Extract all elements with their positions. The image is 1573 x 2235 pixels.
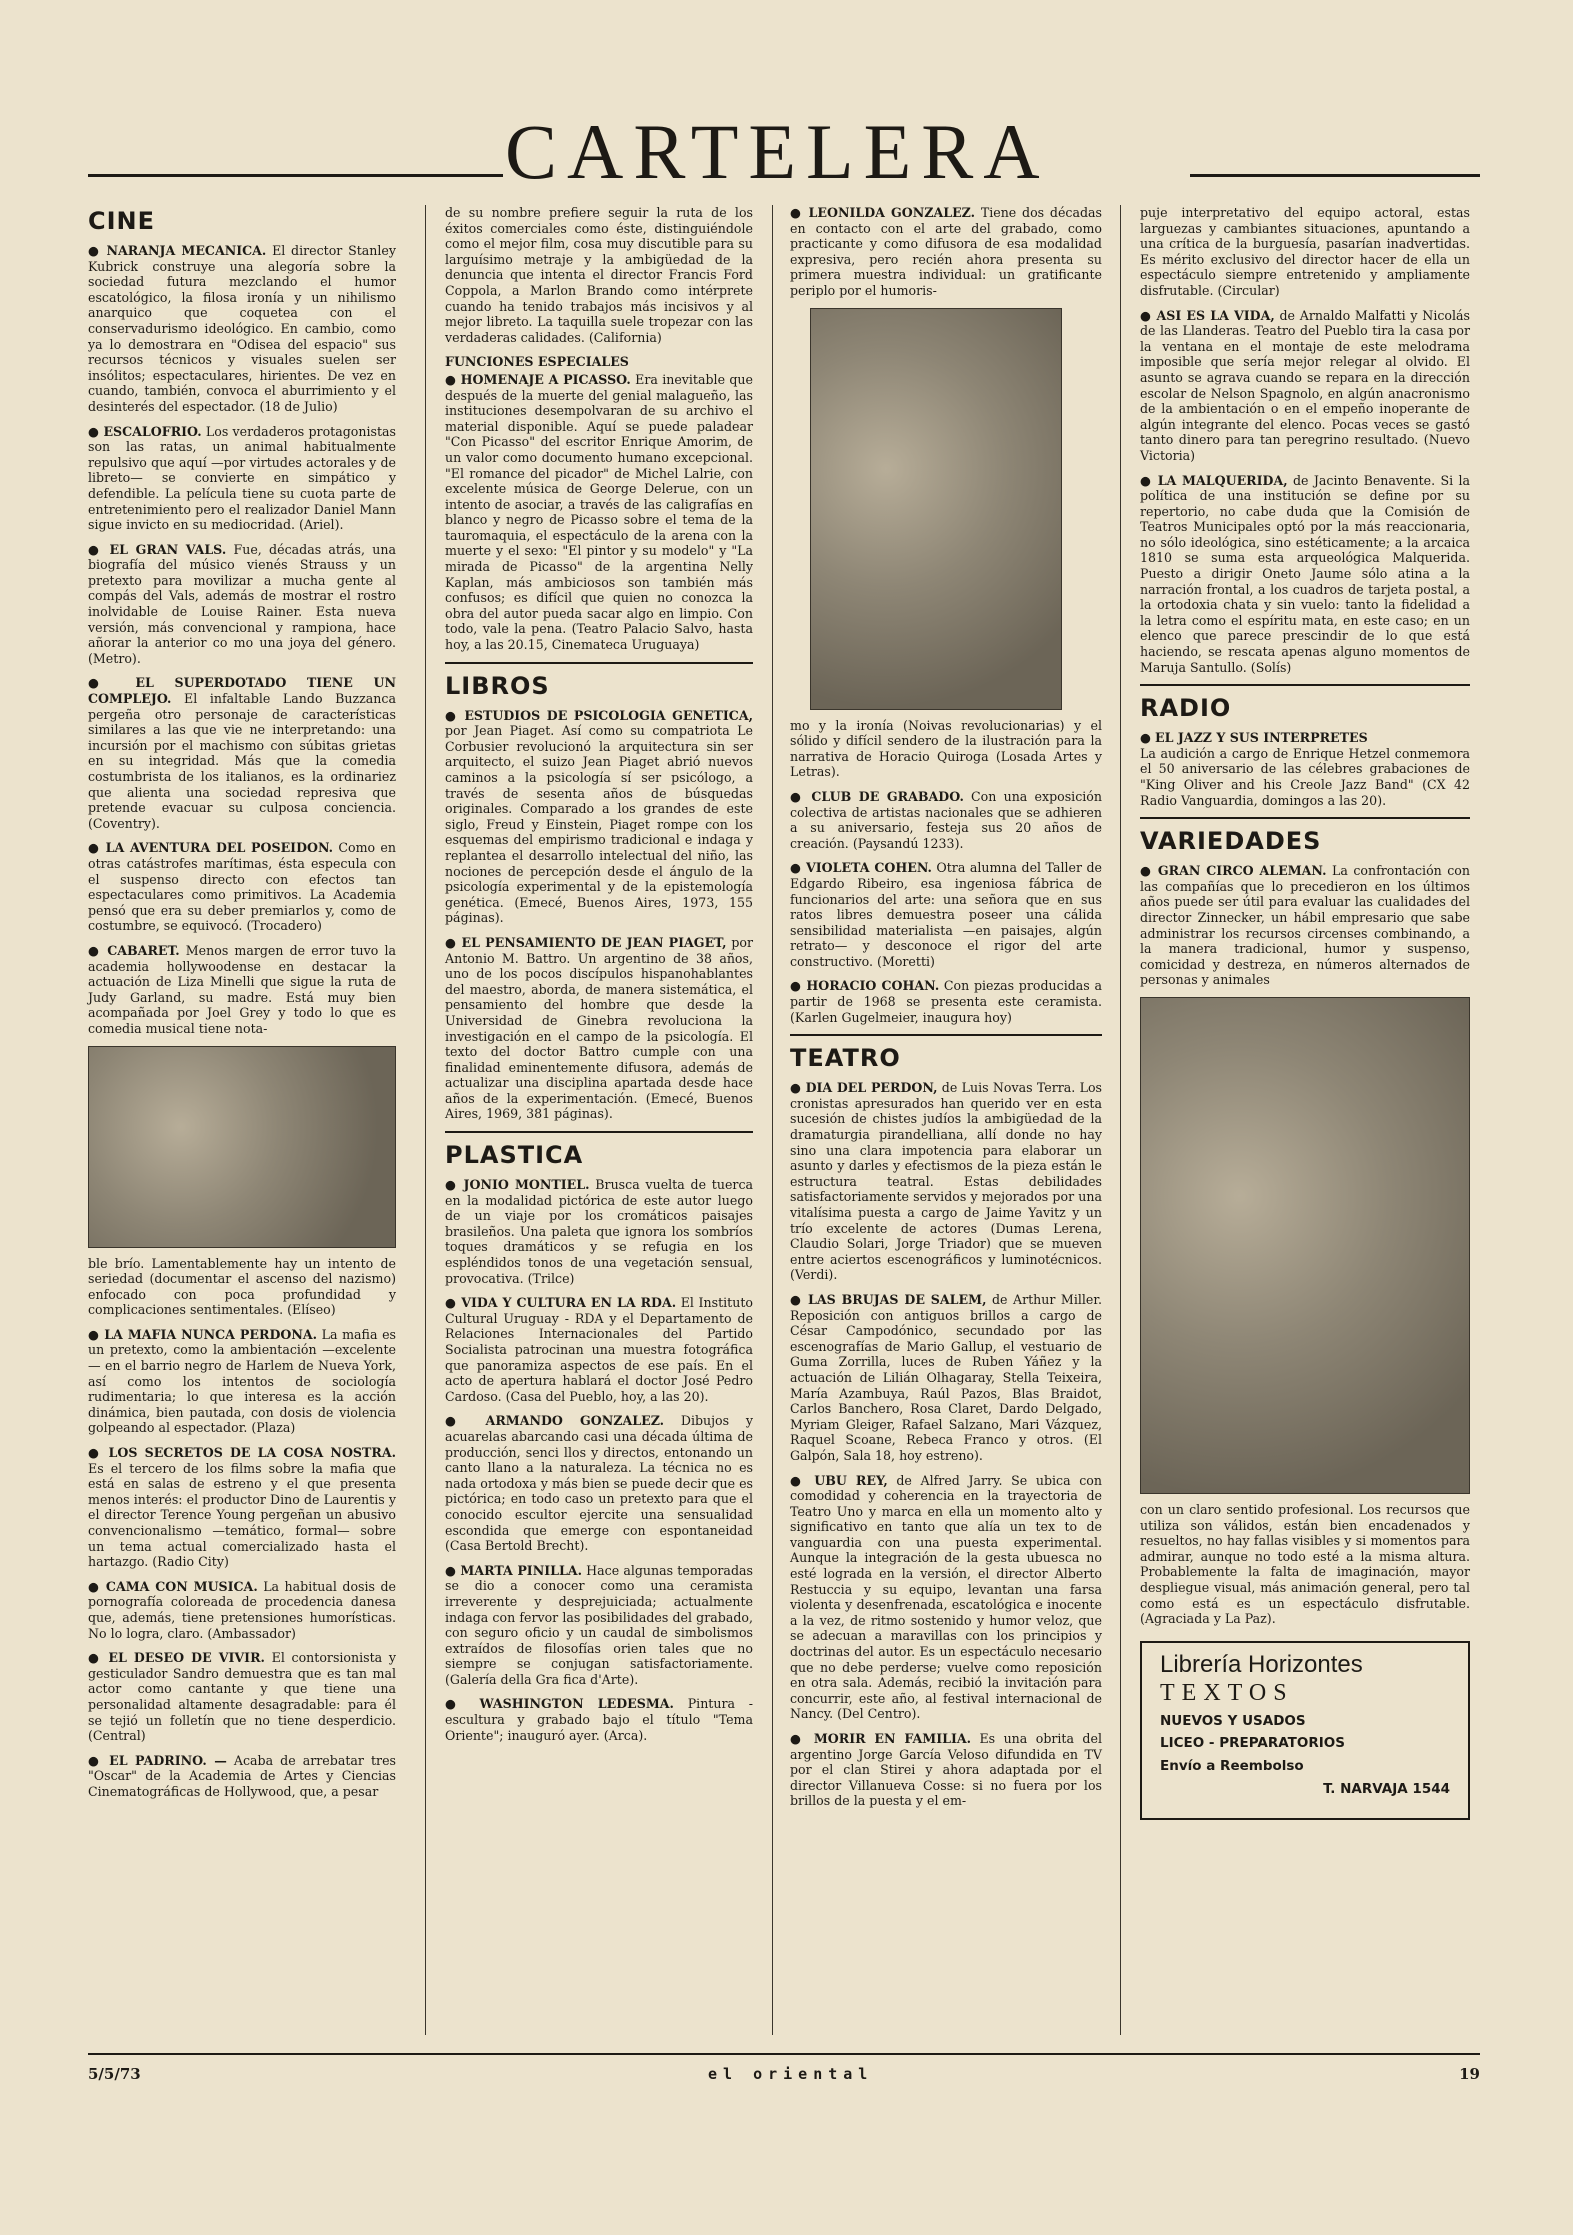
section-heading-libros: LIBROS — [445, 671, 550, 700]
review-text: por Jean Piaget. Así como su compatriota Le Corbusier revolucionó la arquitectura sin ser arquitecto, el suizo Jean Piaget abrió nuevos caminos a la psicología sí ser psicólogo, a través de sesenta años de búsquedas originales. Comparado a los grandes de este siglo, Freud y Einstein, Piaget rompe con los esquemas del empirismo tradicional e indaga y replantea el desarrollo intelectual del niño, las nociones de percepción desde el ángulo de la psicología experimental y de la epistemología genética. (Emecé, Buenos Aires, 1973, 155 páginas). — [445, 723, 753, 926]
article-continuation: mo y la ironía (Noivas revolucionarias) y el sólido y difícil sendero de la ilustración para la narrativa de Horacio Quiroga (Losada Artes y Letras). — [790, 717, 1102, 780]
review-text: de Arthur Miller. Reposición con antiguos brillos a cargo de César Campodónico, secundado por las escenografías de Mario Gallup, el vestuario de Guma Zorrilla, luces de Ruben Yáñez y la actuación de Lilián Olhagaray, Stella Teixeira, María Azambuya, Raúl Pazos, Blas Braidot, Carlos Banchero, Rosa Claret, Dardo Delgado, Myriam Gleiger, Rafael Salzano, Mari Vázquez, Raquel Scoane, Rebeca Franco y otros. (El Galpón, Sala 18, hoy estreno). — [790, 1291, 1102, 1463]
review-text: de Luis Novas Terra. Los cronistas apresurados han querido ver en esta sucesión de chistes judíos la ambigüedad de la dramaturgia pirandelliana, allí donde no hay sino una clara impotencia para elaborar un asunto y darles y efectismos de la pieza están le estructura teatral. Estas debilidades satisfactoriamente servidos y mejorados por una vitalísima puesta a cargo de Jaime Yavitz y un trío excelente de actores (Dumas Lerena, Claudio Solari, Jorge Triador) que se mueven entre aciertos escenográficos y luminotécnicos. (Verdi). — [790, 1080, 1103, 1283]
review-text: Con una exposición colectiva de artistas nacionales que se adhieren a su aniversario, festeja sus 20 años de creación. (Paysandú 1233). — [790, 788, 1102, 851]
review-title: NARANJA MECANICA. — [106, 243, 267, 258]
section-rule — [445, 662, 753, 664]
review-text: Era inevitable que después de la muerte del genial malagueño, las instituciones desempolvaran de su archivo el material disponible. Aquí se puede paladear "Con Picasso" del escritor Enrique Amorim, de un valor como documento humano excepcional. "El romance del picador" de Michel Lalrie, con excelente música de George Delerue, con un intento de asociar, a través de las caligrafías en blanco y negro de Picasso sobre el tema de la tauromaquia, el espectáculo de la arena con la muerte y el sexo: "El pintor y su modelo" y "La mirada de Picasso" de la argentina Nelly Kaplan, más ambiciosos son también más confusos; es difícil que quien no conozca la obra del autor pueda sacar algo en limpio. Con todo, vale la pena. (Teatro Palacio Salvo, hasta hoy, a las 20.15, Cinemateca Uruguaya) — [445, 371, 753, 653]
circus-photo — [1140, 997, 1470, 1494]
ad-line: NUEVOS Y USADOS — [1160, 1712, 1306, 1729]
review-text: El contorsionista y gesticulador Sandro demuestra que es tan mal actor como cantante y que tiene una personalidad altamente desagradable: para él se tejió un folletín que no tiene desperdicio. (Central) — [88, 1650, 396, 1744]
column-four — [1140, 205, 1470, 1820]
review-item: ● NARANJA MECANICA. El director Stanley Kubrick construye una alegoría sobre la sociedad futura mezclando el humor escatológico, la filosa ironía y un nihilismo anarquico que coquetea con el conservadurismo ideológico. En cambio, como ya lo demostrara en "Odisea del espacio" sus recursos técnicos y visuales suelen ser insólitos; espectaculares, hirientes. De vez en cuando, también, convoca el aburrimiento y el desinterés del espectador. (18 de Julio) — [88, 243, 396, 414]
column-three — [790, 205, 1102, 1818]
review-title: ESTUDIOS DE PSICOLOGIA GENETICA, — [464, 707, 753, 723]
review-item: ● ESTUDIOS DE PSICOLOGIA GENETICA, por Jean Piaget. Así como su compatriota Le Corbusier revolucionó la arquitectura sin ser arquitecto, el suizo Jean Piaget abrió nuevos caminos a la psicología sí ser psicólogo, a través de sesenta años de búsquedas originales. Comparado a los grandes de este siglo, Freud y Einstein, Piaget rompe con los esquemas del empirismo tradicional e indaga y replantea el desarrollo intelectual del niño, las nociones de percepción desde el ángulo de la psicología experimental y de la epistemología genética. (Emecé, Buenos Aires, 1973, 155 páginas). — [445, 707, 753, 926]
review-item: ● VIDA Y CULTURA EN LA RDA. El Instituto Cultural Uruguay - RDA y el Departamento de Relaciones Internacionales del Partido Socialista patrocinan una muestra fotográfica que panoramiza aspectos de ese país. En el acto de apertura hablará el doctor José Pedro Cardoso. (Casa del Pueblo, hoy, a las 20). — [445, 1295, 753, 1404]
article-continuation: con un claro sentido profesional. Los recursos que utiliza son válidos, están bien encadenados y resueltos, no hay fallas visibles y si momentos para admirar, aunque no todo esté a la misma altura. Probablemente la falta de imaginación, mayor despliegue visual, más animación general, pero tal como está es un espectáculo disfrutable. (Agraciada y La Paz). — [1140, 1501, 1470, 1627]
review-text: El Instituto Cultural Uruguay - RDA y el Departamento de Relaciones Internacionales del Partido Socialista patrocinan una muestra fotográfica que panoramiza aspectos de ese país. En el acto de apertura hablará el doctor José Pedro Cardoso. (Casa del Pueblo, hoy, a las 20). — [445, 1295, 753, 1404]
review-item: ● UBU REY, de Alfred Jarry. Se ubica con comodidad y coherencia en la trayectoria de Teatro Uno y marca en ella un momento alto y significativo en tanto que alía un tex to de vanguardia con una puesta experimental. Aunque la integración de la gesta ubuesca no esté lograda en la versión, el director Alberto Restuccia y su equipo, levantan una farsa violenta y desenfrenada, escatológica e inocente a la vez, de ritmo sostenido y humor veloz, que se adecuan a maravillas con los principios y doctrinas del autor. Es un espectáculo necesario que no debe perderse; vuelve como reposición en otra sala. Además, recibió la invitación para concurrir, este año, al festival internacional de Nancy. (Del Centro). — [790, 1472, 1102, 1722]
review-item: ● DIA DEL PERDON, de Luis Novas Terra. Los cronistas apresurados han querido ver en esta sucesión de chistes judíos la ambigüedad de la dramaturgia pirandelliana, allí donde no hay sino una clara impotencia para elaborar un asunto y darles y efectismos de la pieza están le estructura teatral. Estas debilidades satisfactoriamente servidos y mejorados por una vitalísima puesta a cargo de Jaime Yavitz y un trío excelente de actores (Dumas Lerena, Claudio Solari, Jorge Triador) que se mueven entre aciertos escenográficos y luminotécnicos. (Verdi). — [790, 1080, 1103, 1283]
review-title: UBU REY, — [814, 1472, 888, 1488]
ad-shop-name: Librería Horizontes — [1160, 1650, 1363, 1678]
review-text: Los verdaderos protagonistas son las ratas, un animal habitualmente repulsivo que aquí —por virtudes actorales y de libreto— se convierte en simpático y defendible. La película tiene su cuota parte de entretenimiento pero el realizador Daniel Mann sigue invicto en su mediocridad. (Ariel). — [88, 423, 397, 533]
review-title: CLUB DE GRABADO. — [811, 788, 964, 804]
review-item: ● CLUB DE GRABADO. Con una exposición colectiva de artistas nacionales que se adhieren a su aniversario, festeja sus 20 años de creación. (Paysandú 1233). — [790, 788, 1102, 851]
review-title: ASI ES LA VIDA, — [1156, 307, 1275, 323]
review-text: La confrontación con las compañías que lo precedieron en los últimos años puede ser útil para evaluar las cualidades del director Zinnecker, un hábil empresario que sabe administrar los recursos circenses combinando, a la manera tradicional, humor y suspenso, comicidad y destreza, en números alternados de personas y animales — [1140, 863, 1470, 988]
review-title: GRAN CIRCO ALEMAN. — [1157, 863, 1327, 879]
section-heading-radio: RADIO — [1140, 694, 1232, 723]
review-title: CAMA CON MUSICA. — [105, 1578, 258, 1594]
review-text: Menos margen de error tuvo la academia hollywoodense en destacar la actuación de Liza Minelli que sigue la ruta de Judy Garland, su madre. Está muy bien acompañada por Joel Grey y todo lo que es comedia musical tiene nota- — [88, 942, 396, 1036]
bookstore-ad — [1140, 1641, 1470, 1821]
review-text: Fue, décadas atrás, una biografía del músico vienés Strauss y un pretexto para movilizar a mucha gente al compás del Vals, además de mostrar el rostro inolvidable de Louise Rainer. Esta nueva versión, más convencional y rampiona, hace añorar la anterior co mo una joya del género. (Metro). — [88, 541, 396, 666]
review-title: EL GRAN VALS. — [109, 541, 227, 557]
column-cine — [88, 205, 396, 1809]
review-item: ● EL DESEO DE VIVIR. El contorsionista y gesticulador Sandro demuestra que es tan mal actor como cantante y que tiene una personalidad altamente desagradable: para él se tejió un folletín que no tiene desperdicio. (Central) — [88, 1650, 396, 1744]
page-footer — [88, 2053, 1480, 2089]
column-divider — [772, 205, 773, 2035]
review-item: ● GRAN CIRCO ALEMAN. La confrontación con las compañías que lo precedieron en los últimos años puede ser útil para evaluar las cualidades del director Zinnecker, un hábil empresario que sabe administrar los recursos circenses combinando, a la manera tradicional, humor y suspenso, comicidad y destreza, en números alternados de personas y animales — [1140, 863, 1470, 988]
review-item: ● EL GRAN VALS. Fue, décadas atrás, una biografía del músico vienés Strauss y un pretexto para movilizar a mucha gente al compás del Vals, además de mostrar el rostro inolvidable de Louise Rainer. Esta nueva versión, más convencional y rampiona, hace añorar la anterior co mo una joya del género. (Metro). — [88, 541, 396, 666]
review-item: ● EL JAZZ Y SUS INTERPRETES La audición a cargo de Enrique Hetzel conmemora el 50 aniversario de las célebres grabaciones de "King Oliver and his Creole Jazz Band" (CX 42 Radio Vanguardia, domingos a las 20). — [1140, 730, 1470, 808]
review-title: MORIR EN FAMILIA. — [813, 1731, 972, 1746]
review-text: Es el tercero de los films sobre la mafia que está en salas de estreno y el que presenta menos interés: el productor Dino de Laurentis y el director Terence Young pergeñan un abusivo convencionalismo —temático, formal— sobre un tema actual comercializado hasta el hartazgo. (Radio City) — [88, 1460, 396, 1570]
review-item: ● MARTA PINILLA. Hace algunas temporadas se dio a conocer como una ceramista irreverente y desprejuiciada; actualmente indaga con fervor las posibilidades del grabado, con seguro oficio y un caudal de simbolismos extraídos de filosofías orien tales que no siempre se conjugan satisfactoriamente. (Galería della Gra fica d'Arte). — [445, 1562, 753, 1687]
section-rule — [1140, 817, 1470, 819]
review-text: Hace algunas temporadas se dio a conocer como una ceramista irreverente y desprejuiciada; actualmente indaga con fervor las posibilidades del grabado, con seguro oficio y un caudal de simbolismos extraídos de filosofías orien tales que no siempre se conjugan satisfactoriamente. (Galería della Gra fica d'Arte). — [445, 1562, 753, 1687]
review-item: ● LAS BRUJAS DE SALEM, de Arthur Miller. Reposición con antiguos brillos a cargo de César Campodónico, secundado por las escenografías de Mario Gallup, el vestuario de Guma Zorrilla, luces de Ruben Yáñez y la actuación de Lilián Olhagaray, Stella Teixeira, María Azambuya, Raúl Pazos, Blas Braidot, Carlos Banchero, Rosa Claret, Dardo Delgado, Myriam Gleiger, Rafael Salzano, Mari Vázquez, Raquel Scoane, Rebeca Franco y otros. (El Galpón, Sala 18, hoy estreno). — [790, 1291, 1102, 1463]
review-title: CABARET. — [107, 942, 180, 958]
review-text: El director Stanley Kubrick construye una alegoría sobre la sociedad futura mezclando el humor escatológico, la filosa ironía y un nihilismo anarquico que coquetea con el conservadurismo ideológico. En cambio, como ya lo demostrara en "Odisea del espacio" sus recursos técnicos y visuales suelen ser insólitos; espectaculares, hirientes. De vez en cuando, también, convoca el aburrimiento y el desinterés del espectador. (18 de Julio) — [88, 243, 396, 414]
review-title: MARTA PINILLA. — [460, 1562, 582, 1578]
section-heading-cine: CINE — [88, 207, 156, 235]
review-title: VIOLETA COHEN. — [805, 860, 932, 876]
section-heading-teatro: TEATRO — [790, 1044, 901, 1073]
review-item: ● EL PENSAMIENTO DE JEAN PIAGET, por Antonio M. Battro. Un argentino de 38 años, uno de los pocos discípulos hispanohablantes del maestro, aborda, de manera sistemática, el pensamiento del hombre que desde la Universidad de Ginebra revoluciona la investigación en el campo de la psicología. El texto del doctor Battro cumple con una finalidad eminentemente difusora, además de actualizar una disciplina apartada desde hace años de la experimentación. (Emecé, Buenos Aires, 1969, 381 páginas). — [445, 934, 753, 1122]
page-number: 19 — [1459, 2065, 1480, 2083]
review-title: ESCALOFRIO. — [103, 423, 202, 439]
review-text: Como en otras catástrofes marítimas, ésta especula con el suspenso directo con efectos tan espectaculares como primitivos. La Academia pensó que era su deber premiarlos y, como de costumbre, se equivocó. (Trocadero) — [88, 840, 396, 934]
masthead-rule-right — [1190, 174, 1480, 177]
article-continuation: puje interpretativo del equipo actoral, estas larguezas y cambiantes situaciones, apuntando a una crítica de la burguesía, pasarían inadvertidas. Es mérito exclusivo del director hacer de ella un espectáculo siempre entretenido y ampliamente disfrutable. (Circular) — [1140, 205, 1470, 298]
review-text: El infaltable Lando Buzzanca pergeña otro personaje de características similares a las que vie ne interpretando: una incursión por el machismo con súbitas grietas en su integridad. Más que la comedia costumbrista de los italianos, es la ordinariez que alienta una sociedad represiva que pretende evacuar su culposa conciencia. (Coventry). — [88, 691, 396, 831]
review-title: HOMENAJE A PICASSO. — [460, 371, 631, 387]
review-title: EL PENSAMIENTO DE JEAN PIAGET, — [461, 934, 727, 950]
article-continuation: de su nombre prefiere seguir la ruta de los éxitos comerciales como éste, distinguiéndole como el mejor film, cosa muy discutible para su larguísimo metraje y la ambigüedad de la denuncia que intenta el director Francis Ford Coppola, a Marlon Brando como intérprete cuando ha tenido trabajos más incisivos y al mejor libreto. La taquilla suele tropezar con las verdaderas calidades. (California) — [445, 205, 753, 345]
review-title: DIA DEL PERDON, — [805, 1080, 938, 1096]
review-item: ● LA MALQUERIDA, de Jacinto Benavente. Si la política de una institución se define por su repertorio, no cabe duda que la Comisión de Teatros Municipales optó por la más reaccionaria, no sólo ideológica, sino estéticamente; a la arcaica 1810 se suma esta arqueológica Malquerida. Puesto a dirigir Oneto Jaume sólo atina a la narración frontal, a los cuadros de tarjeta postal, a la ortodoxia chata y sin vuelo: tanto la fidelidad a la letra como el espíritu mata, en este caso; en un elenco que parece prescindir de lo que está haciendo, se rescata apenas alguno momentos de Maruja Santullo. (Solís) — [1140, 472, 1470, 675]
newspaper-name: el oriental — [708, 2065, 874, 2083]
review-title: JONIO MONTIEL. — [463, 1177, 590, 1193]
column-divider — [425, 205, 426, 2035]
review-text: Otra alumna del Taller de Edgardo Ribeiro, esa ingeniosa fábrica de funcionarios del arte: una señora que en sus ratos libres demuestra poseer una cálida sensibilidad materialista —en paisajes, algún retrato— y desconoce el rigor del arte constructivo. (Moretti) — [790, 860, 1102, 969]
review-item: ● EL PADRINO. — Acaba de arrebatar tres "Oscar" de la Academia de Artes y Ciencias Cinematográficas de Hollywood, que, a pesar — [88, 1752, 396, 1799]
column-two — [445, 205, 753, 1752]
review-title: EL PADRINO. — — [109, 1752, 227, 1768]
review-text: Acaba de arrebatar tres "Oscar" de la Academia de Artes y Ciencias Cinematográficas de Hollywood, que, a pesar — [88, 1752, 396, 1799]
page-title: CARTELERA — [505, 108, 1050, 195]
review-item: ● HOMENAJE A PICASSO. Era inevitable que después de la muerte del genial malagueño, las instituciones desempolvaran de su archivo el material disponible. Aquí se puede paladear "Con Picasso" del escritor Enrique Amorim, de un valor como documento humano excepcional. "El romance del picador" de Michel Lalrie, con excelente música de George Delerue, con un intento de asociar, a través de las caligrafías en blanco y negro de Picasso sobre el tema de la tauromaquia, el espectáculo de la arena con la muerte y el sexo: "El pintor y su modelo" y "La mirada de Picasso" de la argentina Nelly Kaplan, más ambiciosos son también más confusos; es difícil que quien no conozca la obra del autor pueda sacar algo en limpio. Con todo, vale la pena. (Teatro Palacio Salvo, hasta hoy, a las 20.15, Cinemateca Uruguaya) — [445, 371, 753, 653]
ad-address: T. NARVAJA 1544 — [1323, 1780, 1450, 1797]
review-title: EL DESEO DE VIVIR. — [108, 1650, 265, 1666]
review-item: ● MORIR EN FAMILIA. Es una obrita del argentino Jorge García Veloso difundida en TV por el clan Stirei y ahora adaptada por el director Villanueva Cosse: si no fuera por los brillos de la puesta y el em- — [790, 1731, 1102, 1809]
section-rule — [445, 1131, 753, 1133]
review-title: LA MAFIA NUNCA PERDONA. — [104, 1326, 318, 1342]
review-item: ● LOS SECRETOS DE LA COSA NOSTRA. Es el tercero de los films sobre la mafia que está en salas de estreno y el que presenta menos interés: el productor Dino de Laurentis y el director Terence Young pergeñan un abusivo convencionalismo —temático, formal— sobre un tema actual comercializado hasta el hartazgo. (Radio City) — [88, 1445, 396, 1570]
review-title: LA MALQUERIDA, — [1157, 472, 1288, 488]
review-item: ● LEONILDA GONZALEZ. Tiene dos décadas en contacto con el arte del grabado, como practicante y como difusora de esa modalidad expresiva, pero recién ahora presenta su primera muestra individual: un gratificante periplo por el humoris- — [790, 205, 1102, 298]
review-text: Brusca vuelta de tuerca en la modalidad pictórica de este autor luego de un viaje por los cromáticos paisajes brasileños. Una paleta que ignora los sombríos toques dramáticos y se refugia en los espléndidos tonos de una vegetación sensual, provocativa. (Trilce) — [445, 1177, 754, 1286]
review-text: Con piezas producidas a partir de 1968 se presenta este ceramista. (Karlen Gugelmeier, inaugura hoy) — [790, 978, 1102, 1025]
review-item: ● JONIO MONTIEL. Brusca vuelta de tuerca en la modalidad pictórica de este autor luego de un viaje por los cromáticos paisajes brasileños. Una paleta que ignora los sombríos toques dramáticos y se refugia en los espléndidos tonos de una vegetación sensual, provocativa. (Trilce) — [445, 1177, 754, 1286]
review-text: Tiene dos décadas en contacto con el arte del grabado, como practicante y como difusora de esa modalidad expresiva, pero recién ahora presenta su primera muestra individual: un gratificante periplo por el humoris- — [790, 205, 1102, 298]
review-item: ● LA MAFIA NUNCA PERDONA. La mafia es un pretexto, como la ambientación —excelente— en el barrio negro de Harlem de Nueva York, así como los intentos de sociología rudimentaria; lo que interesa es la acción dinámica, bien pautada, con dosis de violencia golpeando al espectador. (Plaza) — [88, 1326, 396, 1436]
review-text: La mafia es un pretexto, como la ambientación —excelente— en el barrio negro de Harlem de Nueva York, así como los intentos de sociología rudimentaria; lo que interesa es la acción dinámica, bien pautada, con dosis de violencia golpeando al espectador. (Plaza) — [88, 1326, 396, 1436]
masthead-rule-left — [88, 174, 503, 177]
review-item: ● VIOLETA COHEN. Otra alumna del Taller de Edgardo Ribeiro, esa ingeniosa fábrica de funcionarios del arte: una señora que en sus ratos libres demuestra poseer una cálida sensibilidad materialista —en paisajes, algún retrato— y desconoce el rigor del arte constructivo. (Moretti) — [790, 860, 1102, 969]
review-item: ● ARMANDO GONZALEZ. Dibujos y acuarelas abarcando casi una década última de producción, senci llos y directos, entonando un canto llano a la naturaleza. La técnica no es nada ortodoxa y más bien se puede decir que es pictórica; en todo caso un pretexto para que el conocido escultor ejercite una sensualidad escondida que emerge con espontaneidad (Casa Bertold Brecht). — [445, 1413, 753, 1554]
review-item: ● HORACIO COHAN. Con piezas producidas a partir de 1968 se presenta este ceramista. (Karlen Gugelmeier, inaugura hoy) — [790, 978, 1102, 1025]
review-title: VIDA Y CULTURA EN LA RDA. — [461, 1295, 677, 1311]
review-text: de Arnaldo Malfatti y Nicolás de las Llanderas. Teatro del Pueblo tira la casa por la ventana en el montaje de este melodrama imposible que sería mejor relegar al olvido. El asunto se agrava cuando se repara en la dirección escolar de Nelson Spagnolo, en algún anacronismo de la ambientación o en el empeño inoperante de algún integrante del elenco. Pocas veces se gastó tanto dinero para tan peregrino resultado. (Nuevo Victoria) — [1140, 307, 1470, 463]
review-title: HORACIO COHAN. — [806, 978, 940, 994]
review-item: ● EL SUPERDOTADO TIENE UN COMPLEJO. El infaltable Lando Buzzanca pergeña otro personaje de características similares a las que vie ne interpretando: una incursión por el machismo con súbitas grietas en su integridad. Más que la comedia costumbrista de los italianos, es la ordinariez que alienta una sociedad represiva que pretende evacuar su culposa conciencia. (Coventry). — [88, 675, 396, 831]
ad-line: LICEO - PREPARATORIOS — [1160, 1735, 1345, 1752]
review-title: LOS SECRETOS DE LA COSA NOSTRA. — [108, 1445, 396, 1461]
review-item: ● CABARET. Menos margen de error tuvo la academia hollywoodense en destacar la actuación de Liza Minelli que sigue la ruta de Judy Garland, su madre. Está muy bien acompañada por Joel Grey y todo lo que es comedia musical tiene nota- — [88, 942, 396, 1036]
ad-headline: TEXTOS — [1160, 1680, 1294, 1707]
review-title: LA AVENTURA DEL POSEIDON. — [105, 840, 334, 856]
article-continuation: ble brío. Lamentablemente hay un intento de seriedad (documentar el ascenso del nazismo) enfocado con poca profundidad y complicaciones sentimentales. (Elíseo) — [88, 1255, 396, 1318]
section-rule — [1140, 684, 1470, 686]
review-title: LEONILDA GONZALEZ. — [808, 205, 976, 220]
review-text: La habitual dosis de pornografía coloreada de procedencia danesa que, además, tiene pretensiones humorísticas. No lo logra, claro. (Ambassador) — [88, 1578, 396, 1641]
review-title: ARMANDO GONZALEZ. — [485, 1413, 665, 1429]
review-title: EL JAZZ Y SUS INTERPRETES — [1155, 730, 1368, 746]
section-heading-plastica: PLASTICA — [445, 1141, 584, 1170]
section-heading-variedades: VARIEDADES — [1140, 827, 1322, 856]
review-text: de Alfred Jarry. Se ubica con comodidad y coherencia en la trayectoria de Teatro Uno y marca en ella un momento alto y significativo en tanto que alía un tex to de vanguardia con una puesta experimental. Aunque la integración de la gesta ubuesca no esté lograda en la versión, el director Alberto Restuccia y su equipo, levantan una farsa violenta y desenfrenada, escatológica e inocente a la vez, de ritmo sostenido y humor veloz, que se adecuan a maravillas con los principios y doctrinas del autor. Es un espectáculo necesario que no debe perderse; vuelve como reposición en otra sala. Además, recibió la invitación para concurrir, este año, al festival internacional de Nancy. (Del Centro). — [790, 1472, 1102, 1722]
film-still-photo — [88, 1046, 396, 1248]
review-text: de Jacinto Benavente. Si la política de una institución se define por su repertorio, no cabe duda que la Comisión de Teatros Municipales optó por la más reaccionaria, no sólo ideológica, sino estéticamente; a la arcaica 1810 se suma esta arqueológica Malquerida. Puesto a dirigir Oneto Jaume sólo atina a la narración frontal, a los cuadros de tarjeta postal, a la ortodoxia chata y sin vuelo: tanto la fidelidad a la letra como el espíritu mata, en este caso; en un elenco que parece prescindir de lo que está haciendo, se rescata apenas alguno momentos de Maruja Santullo. (Solís) — [1140, 472, 1470, 675]
issue-date: 5/5/73 — [88, 2065, 141, 2083]
review-text: por Antonio M. Battro. Un argentino de 38 años, uno de los pocos discípulos hispanohablantes del maestro, aborda, de manera sistemática, el pensamiento del hombre que desde la Universidad de Ginebra revoluciona la investigación en el campo de la psicología. El texto del doctor Battro cumple con una finalidad eminentemente difusora, además de actualizar una disciplina apartada desde hace años de la experimentación. (Emecé, Buenos Aires, 1969, 381 páginas). — [445, 934, 753, 1122]
review-title: WASHINGTON LEDESMA. — [479, 1696, 674, 1712]
section-rule — [790, 1034, 1102, 1036]
review-item: ● WASHINGTON LEDESMA. Pintura - escultura y grabado bajo el título "Tema Oriente"; inauguró ayer. (Arca). — [445, 1696, 754, 1743]
engraving-photo — [810, 308, 1062, 710]
subheading-funciones: FUNCIONES ESPECIALES — [445, 354, 629, 370]
review-text: Pintura - escultura y grabado bajo el título "Tema Oriente"; inauguró ayer. (Arca). — [445, 1696, 754, 1743]
review-text: La audición a cargo de Enrique Hetzel conmemora el 50 aniversario de las célebres grabaciones de "King Oliver and his Creole Jazz Band" (CX 42 Radio Vanguardia, domingos a las 20). — [1140, 745, 1470, 808]
review-text: Dibujos y acuarelas abarcando casi una década última de producción, senci llos y directos, entonando un canto llano a la naturaleza. La técnica no es nada ortodoxa y más bien se puede decir que es pictórica; en todo caso un pretexto para que el conocido escultor ejercite una sensualidad escondida que emerge con espontaneidad (Casa Bertold Brecht). — [445, 1413, 753, 1554]
review-item: ● ESCALOFRIO. Los verdaderos protagonistas son las ratas, un animal habitualmente repulsivo que aquí —por virtudes actorales y de libreto— se convierte en simpático y defendible. La película tiene su cuota parte de entretenimiento pero el realizador Daniel Mann sigue invicto en su mediocridad. (Ariel). — [88, 423, 397, 533]
column-divider — [1120, 205, 1121, 2035]
review-text: Es una obrita del argentino Jorge García Veloso difundida en TV por el clan Stirei y ahora adaptada por el director Villanueva Cosse: si no fuera por los brillos de la puesta y el em- — [790, 1731, 1102, 1809]
review-item: ● CAMA CON MUSICA. La habitual dosis de pornografía coloreada de procedencia danesa que, además, tiene pretensiones humorísticas. No lo logra, claro. (Ambassador) — [88, 1578, 396, 1641]
masthead — [0, 108, 1573, 195]
ad-line: Envío a Reembolso — [1160, 1758, 1304, 1775]
review-title: LAS BRUJAS DE SALEM, — [808, 1291, 987, 1307]
review-item: ● LA AVENTURA DEL POSEIDON. Como en otras catástrofes marítimas, ésta especula con el suspenso directo con efectos tan espectaculares como primitivos. La Academia pensó que era su deber premiarlos y, como de costumbre, se equivocó. (Trocadero) — [88, 840, 396, 934]
review-title: EL SUPERDOTADO TIENE UN COMPLEJO. — [88, 675, 396, 707]
review-item: ● ASI ES LA VIDA, de Arnaldo Malfatti y Nicolás de las Llanderas. Teatro del Pueblo tira la casa por la ventana en el montaje de este melodrama imposible que sería mejor relegar al olvido. El asunto se agrava cuando se repara en la dirección escolar de Nelson Spagnolo, en algún anacronismo de la ambientación o en el empeño inoperante de algún integrante del elenco. Pocas veces se gastó tanto dinero para tan peregrino resultado. (Nuevo Victoria) — [1140, 307, 1470, 463]
